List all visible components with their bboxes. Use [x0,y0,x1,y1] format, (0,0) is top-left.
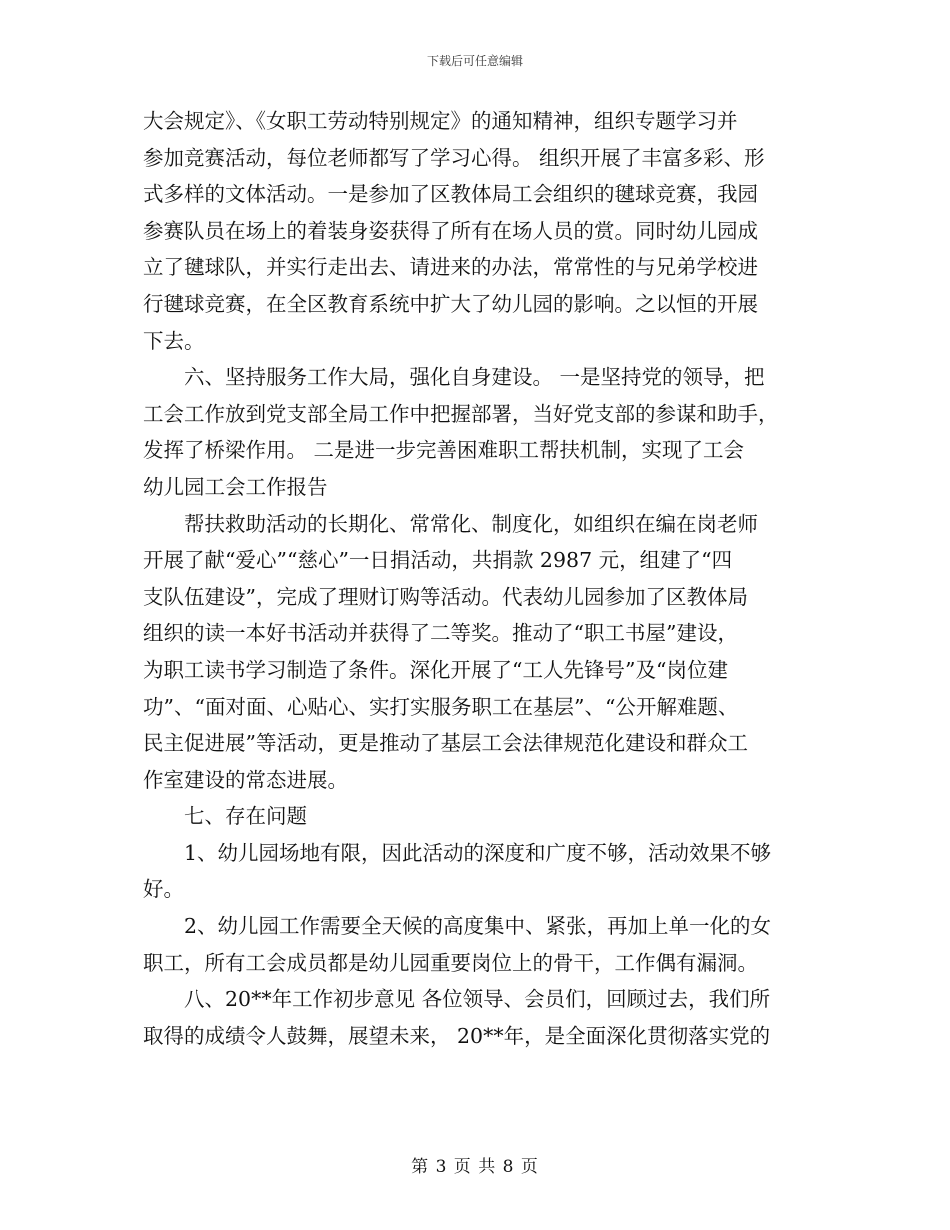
body-line: 职工，所有工会成员都是幼儿园重要岗位上的骨干，工作偶有漏洞。 [143,950,758,975]
body-line: 发挥了桥梁作用。 二是进一步完善困难职工帮扶机制，实现了工会 [143,438,745,463]
body-line: 取得的成绩令人鼓舞，展望未来， 20**年，是全面深化贯彻落实党的 [143,1023,771,1048]
document-body [143,103,811,1054]
body-line: 好。 [143,877,184,902]
body-line: 工会工作放到党支部全局工作中把握部署，当好党支部的参谋和助手， [143,401,779,426]
body-line: 行毽球竞赛，在全区教育系统中扩大了幼儿园的影响。之以恒的开展 [143,291,758,316]
page-header: 下载后可任意编辑 [426,54,523,68]
body-line: 2、幼儿园工作需要全天候的高度集中、紧张，再加上单一化的女 [143,914,772,939]
body-line: 组织的读一本好书活动并获得了二等奖。推动了“职工书屋”建设， [143,621,738,646]
body-line: 作室建设的常态进展。 [143,767,348,792]
body-line: 1、幼儿园场地有限，因此活动的深度和广度不够，活动效果不够 [143,840,772,865]
body-line: 立了毽球队，并实行走出去、请进来的办法，常常性的与兄弟学校进 [143,255,758,280]
body-line: 支队伍建设”，完成了理财订购等活动。代表幼儿园参加了区教体局 [143,584,748,609]
report-title-line: 幼儿园工会工作报告 [143,474,328,499]
body-line: 为职工读书学习制造了条件。深化开展了“工人先锋号”及“岗位建 [143,657,728,682]
body-line: 参加竞赛活动，每位老师都写了学习心得。 组织开展了丰富多彩、形 [143,145,765,170]
body-line: 式多样的文体活动。一是参加了区教体局工会组织的毽球竞赛，我园 [143,182,758,207]
body-line: 功”、“面对面、心贴心、实打实服务职工在基层”、“公开解难题、 [143,694,739,719]
body-line: 开展了献“爱心”“慈心”一日捐活动，共捐款 2987 元，组建了“四 [143,548,733,573]
section-heading-line: 八、20**年工作初步意见 各位领导、会员们，回顾过去，我们所 [143,987,771,1012]
body-line: 下去。 [143,328,205,353]
section-heading-line: 七、存在问题 [143,804,307,829]
body-line: 大会规定》、《女职工劳动特别规定》的通知精神，组织专题学习并 [143,109,738,133]
section-heading-line: 六、坚持服务工作大局，强化自身建设。 一是坚持党的领导，把 [143,365,765,390]
body-line: 民主促进展”等活动，更是推动了基层工会法律规范化建设和群众工 [143,731,748,756]
body-line: 参赛队员在场上的着装身姿获得了所有在场人员的赏。同时幼儿园成 [143,218,758,243]
body-line: 帮扶救助活动的长期化、常常化、制度化，如组织在编在岗老师 [143,511,758,536]
page-number-footer: 第 3 页 共 8 页 [411,1157,539,1177]
